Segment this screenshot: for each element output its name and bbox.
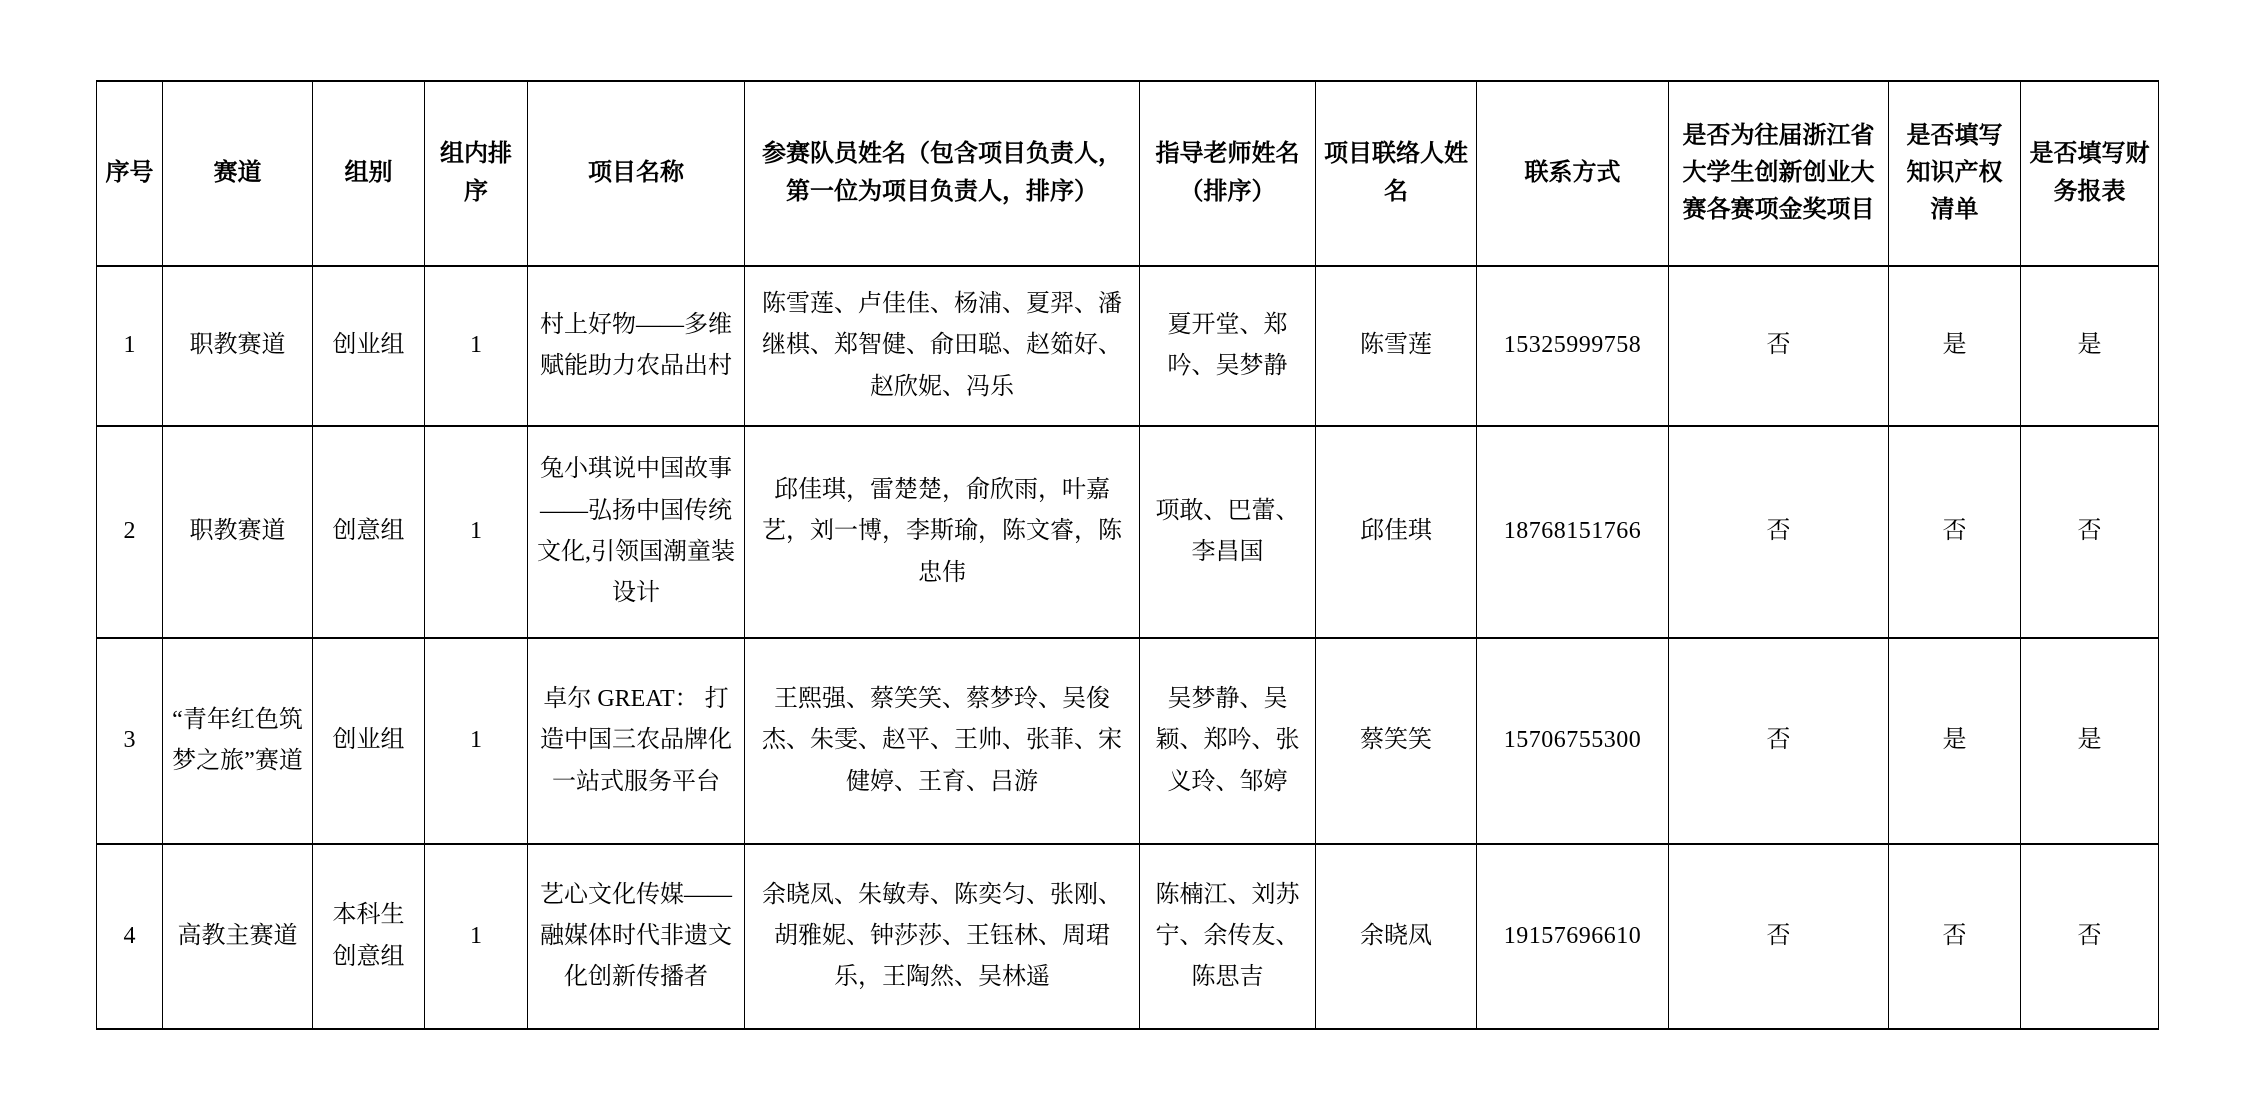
projects-table bbox=[96, 80, 2159, 1030]
cell-track: 职教赛道 bbox=[163, 266, 313, 426]
header-ip-list: 是否填写知识产权清单 bbox=[1889, 81, 2021, 266]
cell-advisors: 夏开堂、郑吟、吴梦静 bbox=[1140, 266, 1316, 426]
cell-team-members: 陈雪莲、卢佳佳、杨浦、夏羿、潘继棋、郑智健、俞田聪、赵筎好、赵欣妮、冯乐 bbox=[745, 266, 1140, 426]
cell-contact-name: 邱佳琪 bbox=[1316, 426, 1477, 638]
cell-group-rank: 1 bbox=[425, 638, 528, 844]
header-advisors: 指导老师姓名（排序） bbox=[1140, 81, 1316, 266]
cell-team-members: 余晓凤、朱敏寿、陈奕匀、张刚、胡雅妮、钟莎莎、王钰林、周珺乐，王陶然、吴林遥 bbox=[745, 844, 1140, 1029]
cell-project-name: 兔小琪说中国故事——弘扬中国传统文化,引领国潮童装设计 bbox=[528, 426, 745, 638]
cell-track: 高教主赛道 bbox=[163, 844, 313, 1029]
header-gold-award: 是否为往届浙江省大学生创新创业大赛各赛项金奖项目 bbox=[1669, 81, 1889, 266]
header-serial: 序号 bbox=[97, 81, 163, 266]
cell-contact-name: 余晓凤 bbox=[1316, 844, 1477, 1029]
header-contact-name: 项目联络人姓名 bbox=[1316, 81, 1477, 266]
cell-serial: 1 bbox=[97, 266, 163, 426]
cell-serial: 2 bbox=[97, 426, 163, 638]
header-row bbox=[97, 81, 2159, 266]
cell-serial: 4 bbox=[97, 844, 163, 1029]
cell-ip-list: 否 bbox=[1889, 844, 2021, 1029]
header-financial-report: 是否填写财务报表 bbox=[2021, 81, 2159, 266]
cell-group-rank: 1 bbox=[425, 266, 528, 426]
cell-financial-report: 否 bbox=[2021, 426, 2159, 638]
cell-advisors: 陈楠江、刘苏宁、余传友、陈思吉 bbox=[1140, 844, 1316, 1029]
cell-financial-report: 是 bbox=[2021, 638, 2159, 844]
header-contact-phone: 联系方式 bbox=[1477, 81, 1669, 266]
cell-group: 创业组 bbox=[313, 638, 425, 844]
cell-ip-list: 是 bbox=[1889, 638, 2021, 844]
table-row bbox=[97, 426, 2159, 638]
cell-contact-phone: 18768151766 bbox=[1477, 426, 1669, 638]
table-row bbox=[97, 266, 2159, 426]
cell-project-name: 艺心文化传媒——融媒体时代非遗文化创新传播者 bbox=[528, 844, 745, 1029]
header-team-members: 参赛队员姓名（包含项目负责人，第一位为项目负责人，排序） bbox=[745, 81, 1140, 266]
cell-advisors: 吴梦静、吴颖、郑吟、张义玲、邹婷 bbox=[1140, 638, 1316, 844]
cell-financial-report: 是 bbox=[2021, 266, 2159, 426]
header-project-name: 项目名称 bbox=[528, 81, 745, 266]
cell-group-rank: 1 bbox=[425, 844, 528, 1029]
cell-gold-award: 否 bbox=[1669, 426, 1889, 638]
cell-gold-award: 否 bbox=[1669, 266, 1889, 426]
header-group: 组别 bbox=[313, 81, 425, 266]
table-row bbox=[97, 638, 2159, 844]
cell-contact-phone: 15706755300 bbox=[1477, 638, 1669, 844]
cell-group: 本科生创意组 bbox=[313, 844, 425, 1029]
cell-ip-list: 是 bbox=[1889, 266, 2021, 426]
cell-contact-phone: 19157696610 bbox=[1477, 844, 1669, 1029]
cell-contact-phone: 15325999758 bbox=[1477, 266, 1669, 426]
cell-project-name: 卓尔 GREAT： 打造中国三农品牌化一站式服务平台 bbox=[528, 638, 745, 844]
cell-gold-award: 否 bbox=[1669, 844, 1889, 1029]
cell-advisors: 项敢、巴蕾、李昌国 bbox=[1140, 426, 1316, 638]
cell-track: “青年红色筑梦之旅”赛道 bbox=[163, 638, 313, 844]
header-group-rank: 组内排序 bbox=[425, 81, 528, 266]
header-track: 赛道 bbox=[163, 81, 313, 266]
cell-gold-award: 否 bbox=[1669, 638, 1889, 844]
cell-team-members: 邱佳琪，雷楚楚，俞欣雨，叶嘉艺，刘一博，李斯瑜，陈文睿，陈忠伟 bbox=[745, 426, 1140, 638]
cell-team-members: 王熙强、蔡笑笑、蔡梦玲、吴俊杰、朱雯、赵平、王帅、张菲、宋健婷、王育、吕游 bbox=[745, 638, 1140, 844]
table-row bbox=[97, 844, 2159, 1029]
cell-group: 创意组 bbox=[313, 426, 425, 638]
cell-project-name: 村上好物——多维赋能助力农品出村 bbox=[528, 266, 745, 426]
cell-contact-name: 陈雪莲 bbox=[1316, 266, 1477, 426]
cell-track: 职教赛道 bbox=[163, 426, 313, 638]
cell-serial: 3 bbox=[97, 638, 163, 844]
cell-group: 创业组 bbox=[313, 266, 425, 426]
cell-group-rank: 1 bbox=[425, 426, 528, 638]
cell-contact-name: 蔡笑笑 bbox=[1316, 638, 1477, 844]
cell-financial-report: 否 bbox=[2021, 844, 2159, 1029]
competition-projects-table bbox=[96, 80, 2159, 1030]
cell-ip-list: 否 bbox=[1889, 426, 2021, 638]
